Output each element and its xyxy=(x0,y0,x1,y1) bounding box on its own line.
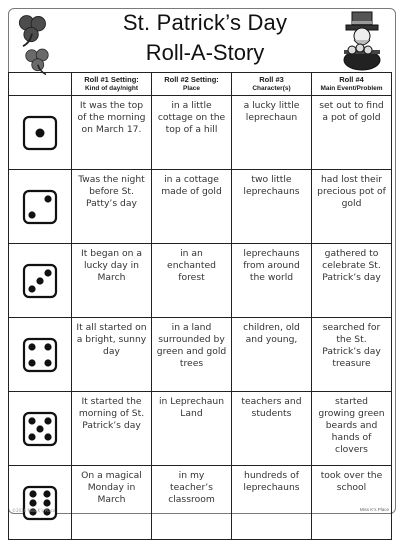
table-cell: in a cottage made of gold xyxy=(152,170,232,244)
page-title: St. Patrick’s Day xyxy=(122,10,288,35)
table-cell: It started the morning of St. Patrick’s day xyxy=(72,392,152,466)
header-roll-4: Roll #4 Main Event/Problem xyxy=(312,73,392,96)
die-pip xyxy=(44,269,51,276)
die-pip xyxy=(28,285,35,292)
table-cell: leprechauns from around the world xyxy=(232,244,312,318)
die-pip xyxy=(29,490,36,497)
table-cell: It all started on a bright, sunny day xyxy=(72,318,152,392)
die-outline xyxy=(24,191,56,223)
table-row xyxy=(9,170,392,244)
table-cell: hundreds of leprechauns xyxy=(232,466,312,540)
header-roll-2: Roll #2 Setting: Place xyxy=(152,73,232,96)
die-face-3-icon xyxy=(22,263,58,299)
die-pip xyxy=(28,433,35,440)
table-row xyxy=(9,96,392,170)
table-cell: children, old and young, xyxy=(232,318,312,392)
die-face-5-icon xyxy=(22,411,58,447)
table-cell: in my teacher’s classroom xyxy=(152,466,232,540)
die-pip xyxy=(43,499,50,506)
die-pip xyxy=(44,417,51,424)
shamrock-icon xyxy=(14,12,50,48)
table-cell: in a little cottage on the top of a hill xyxy=(152,96,232,170)
table-cell: It began on a lucky day in March xyxy=(72,244,152,318)
table-header-row xyxy=(9,73,392,96)
die-pip xyxy=(44,359,51,366)
die-face-1-icon xyxy=(22,115,58,151)
table-cell: in a land surrounded by green and gold trees xyxy=(152,318,232,392)
leprechaun-pot-of-gold-icon xyxy=(336,10,390,72)
die-outline xyxy=(24,487,56,519)
table-cell: started growing green beards and hands of clovers xyxy=(312,392,392,466)
die-face-2-icon xyxy=(22,189,58,225)
table-cell: had lost their precious pot of gold xyxy=(312,170,392,244)
die-outline xyxy=(24,339,56,371)
die-pip xyxy=(43,490,50,497)
table-cell: took over the school xyxy=(312,466,392,540)
table-row xyxy=(9,466,392,540)
die-face-4-icon xyxy=(22,337,58,373)
table-cell: It was the top of the morning on March 17. xyxy=(72,96,152,170)
table-cell: in Leprechaun Land xyxy=(152,392,232,466)
table-row xyxy=(9,244,392,318)
die-pip xyxy=(36,128,45,137)
table-cell: gathered to celebrate St. Patrick’s day xyxy=(312,244,392,318)
die-pip xyxy=(44,195,51,202)
table-cell: On a magical Monday in March xyxy=(72,466,152,540)
die-pip xyxy=(36,425,43,432)
roll-a-story-table xyxy=(8,72,392,540)
table-row xyxy=(9,318,392,392)
table-cell: teachers and students xyxy=(232,392,312,466)
die-pip xyxy=(44,343,51,350)
die-face-6-icon xyxy=(22,485,58,521)
die-pip xyxy=(28,211,35,218)
table-cell: searched for the St. Patrick’s day treasure xyxy=(312,318,392,392)
header-roll-3: Roll #3 Character(s) xyxy=(232,73,312,96)
header-die xyxy=(9,73,72,96)
die-pip xyxy=(28,359,35,366)
die-pip xyxy=(36,277,43,284)
header-roll-1: Roll #1 Setting: Kind of day/night xyxy=(72,73,152,96)
table-cell: in an enchanted forest xyxy=(152,244,232,318)
table-cell: two little leprechauns xyxy=(232,170,312,244)
die-pip xyxy=(29,499,36,506)
table-row xyxy=(9,392,392,466)
page-subtitle: Roll-A-Story xyxy=(145,40,265,65)
table-cell: a lucky little leprechaun xyxy=(232,96,312,170)
die-pip xyxy=(44,433,51,440)
die-pip xyxy=(28,343,35,350)
table-cell: Twas the night before St. Patty’s day xyxy=(72,170,152,244)
brand-footer: Miss K’s Place xyxy=(359,507,389,512)
die-pip xyxy=(28,417,35,424)
copyright-footer: ©2016 Miss K’s Place xyxy=(12,508,56,513)
table-cell: set out to find a pot of gold xyxy=(312,96,392,170)
